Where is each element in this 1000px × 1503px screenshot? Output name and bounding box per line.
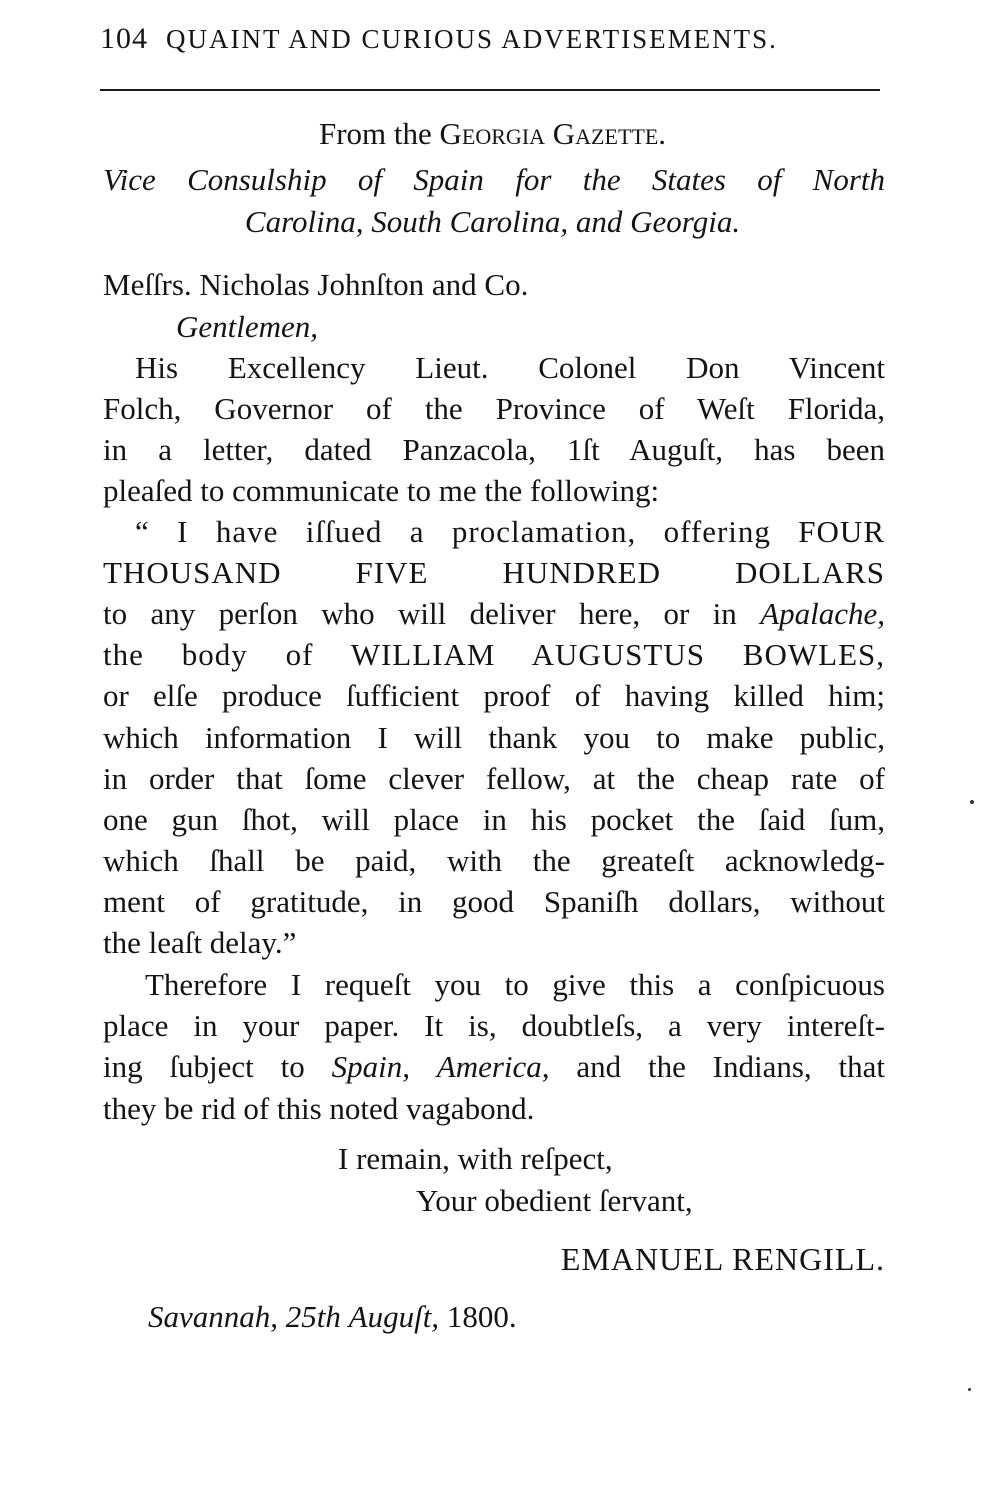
- para3-line-1: Therefore I requeſt you to give this a conſpicuous: [145, 967, 885, 1002]
- quote-line-6: which information I will thank you to make public,: [103, 720, 885, 755]
- para3-line-3: [103, 1047, 885, 1087]
- para3-line-3-start: ing ſubject to: [103, 1049, 305, 1084]
- quote-line-10: ment of gratitude, in good Spaniſh dollars, without: [103, 884, 885, 919]
- quote-line-3: [103, 594, 885, 634]
- quote-line-5: or elſe produce ſufficient proof of having killed him;: [103, 678, 885, 713]
- signature: EMANUEL RENGILL.: [560, 1241, 885, 1277]
- addressee: Meſſrs. Nicholas Johnſton and Co.: [103, 267, 529, 302]
- dateline-year: 1800.: [446, 1299, 517, 1334]
- quote-line-3-text: to any perſon who will deliver here, or in: [103, 596, 737, 631]
- ink-speck: [968, 1388, 971, 1391]
- source-prefix: From the: [318, 116, 432, 151]
- source-line: [100, 114, 885, 154]
- running-head: [100, 22, 885, 56]
- para3-line-2: place in your paper. It is, doubtleſs, a very intereſt-: [103, 1008, 885, 1043]
- quote-line-1: “ I have iſſued a proclamation, offering FOUR: [135, 514, 885, 549]
- heading-line-2: Carolina, South Carolina, and Georgia.: [244, 204, 741, 239]
- word-america: America,: [436, 1049, 550, 1084]
- quote-line-4: the body of WILLIAM AUGUSTUS BOWLES,: [103, 637, 885, 672]
- running-title: QUAINT AND CURIOUS ADVERTISEMENTS.: [166, 24, 778, 54]
- quote-line-8: one gun ſhot, will place in his pocket the ſaid ſum,: [103, 802, 885, 837]
- salutation: Gentlemen,: [176, 309, 319, 344]
- para1-line-3: in a letter, dated Panzacola, 1ſt Auguſt, has been: [103, 432, 885, 467]
- gazette-name: Georgia Gazette.: [439, 116, 667, 151]
- para1-line-4: pleaſed to communicate to me the following:: [103, 473, 660, 508]
- heading-line-1: Vice Consulship of Spain for the States of North: [103, 162, 885, 197]
- ink-speck: [970, 800, 974, 804]
- quote-line-11: the leaſt delay.”: [103, 925, 297, 960]
- dateline-place: Savannah,: [148, 1299, 279, 1334]
- dateline-month: Auguſt,: [348, 1299, 440, 1334]
- quote-line-7: in order that ſome clever fellow, at the cheap rate of: [103, 761, 885, 796]
- closing-remain: I remain, with reſpect,: [338, 1141, 613, 1176]
- dateline-day: 25th: [285, 1299, 341, 1334]
- para1-line-2: Folch, Governor of the Province of Weſt Florida,: [103, 391, 885, 426]
- para3-line-3-end: and the Indians, that: [576, 1049, 885, 1084]
- closing-servant: Your obedient ſervant,: [416, 1183, 693, 1218]
- dateline: [148, 1297, 517, 1337]
- header-rule: [100, 89, 880, 91]
- quote-line-2: THOUSAND FIVE HUNDRED DOLLARS: [103, 555, 885, 590]
- word-spain: Spain,: [331, 1049, 410, 1084]
- place-apalache: Apalache,: [760, 596, 886, 631]
- quote-line-9: which ſhall be paid, with the greateſt acknowledg-: [103, 843, 885, 878]
- page-number: 104: [100, 22, 148, 55]
- para3-line-4: they be rid of this noted vagabond.: [103, 1091, 535, 1126]
- para1-line-1: His Excellency Lieut. Colonel Don Vincent: [135, 350, 885, 385]
